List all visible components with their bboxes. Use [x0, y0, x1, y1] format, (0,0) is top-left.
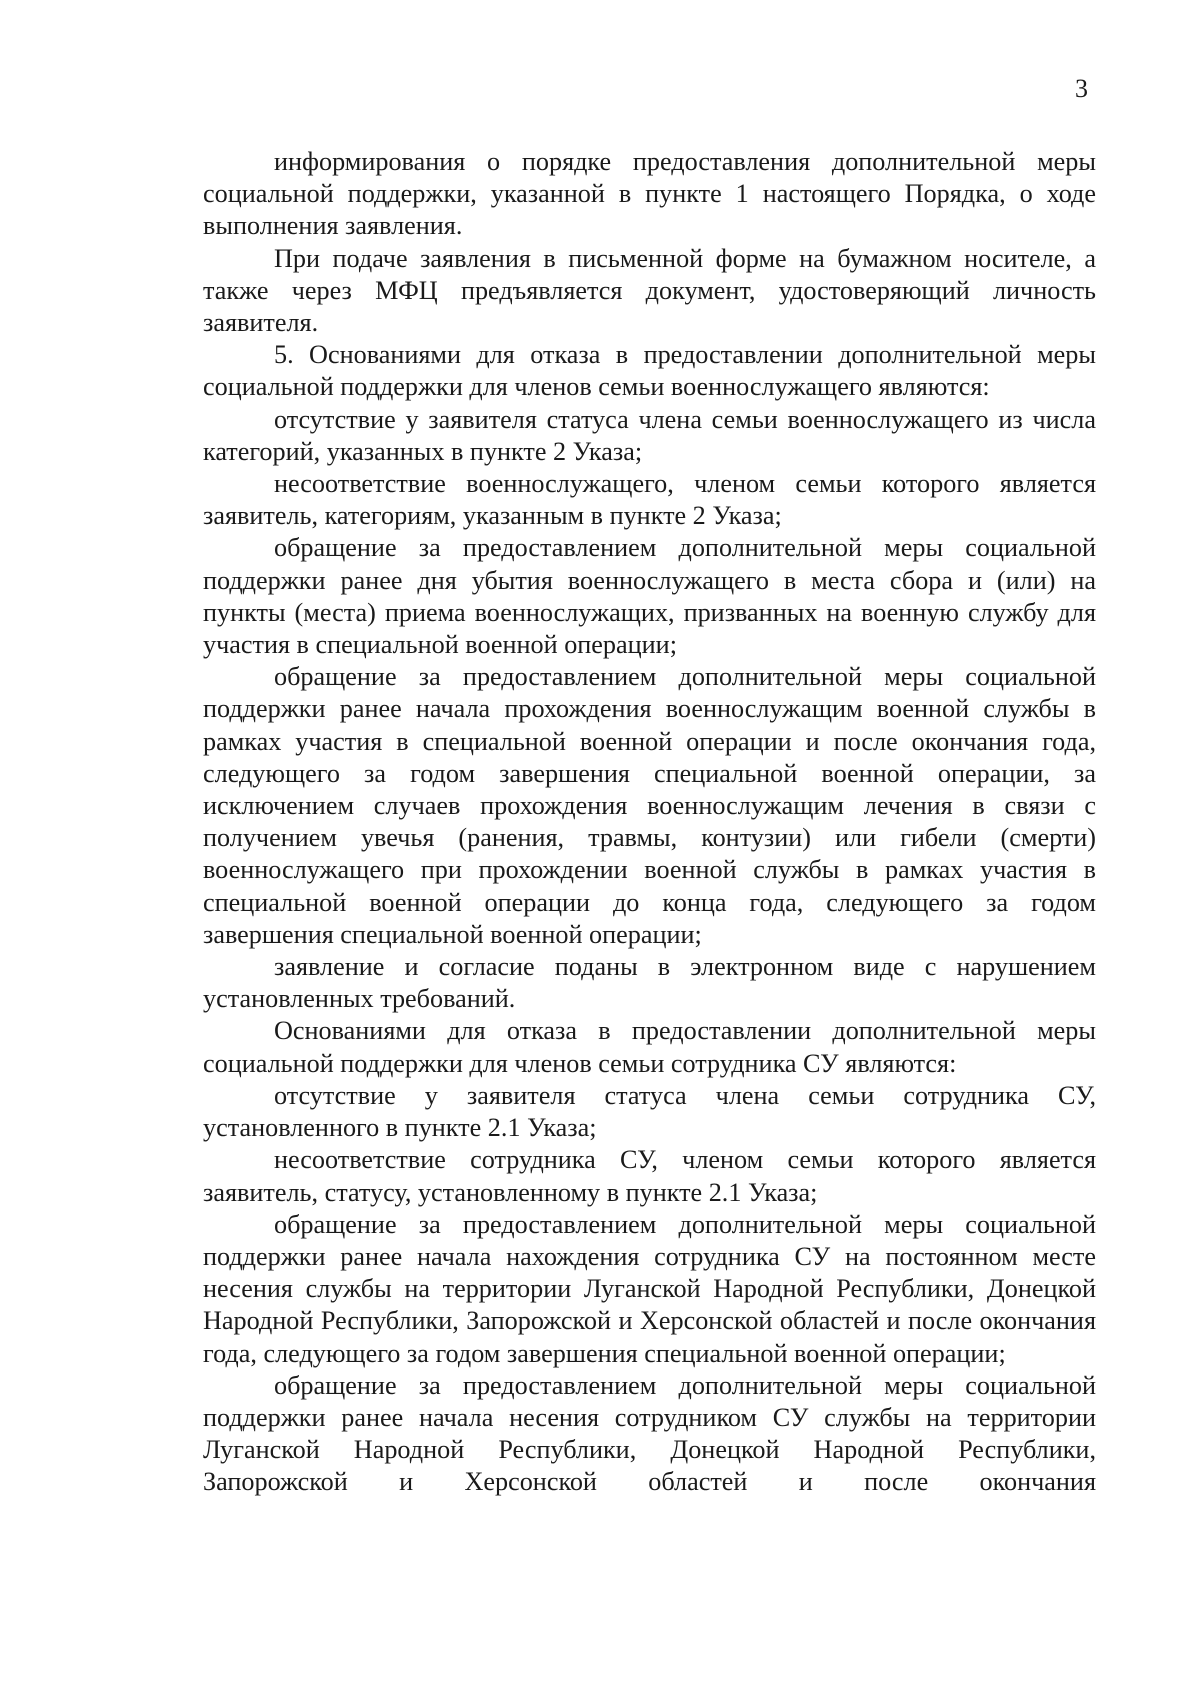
list-item-electronic-violation: заявление и согласие поданы в электронном виде с нарушением установленных требований. — [203, 952, 1096, 1014]
paragraph-refusal-grounds-military: 5. Основаниями для отказа в предоставлении дополнительной меры социальной поддержки для членов семьи военнослужащего являются: — [203, 340, 1096, 402]
list-item-service-period: обращение за предоставлением дополнительной меры социальной поддержки ранее начала прохождения военнослужащим военной службы в рамках участия в специальной военной операции и после окончания года, следующего за годом завершения специальной военной операции, за исключением случаев прохождения военнослужащим лечения в связи с получением увечья (ранения, травмы, контузии) или гибели (смерти) военнослужащего при прохождении военной службы в рамках участия в специальной военной операции до конца года, следующего за годом завершения специальной военной операции; — [203, 662, 1096, 949]
paragraph-identity-document: При подаче заявления в письменной форме на бумажном носителе, а также через МФЦ предъявляется документ, удостоверяющий личность заявителя. — [203, 243, 1096, 338]
list-item-employee-status-mismatch: несоответствие сотрудника СУ, членом семьи которого является заявитель, статусу, установленному в пункте 2.1 Указа; — [203, 1145, 1096, 1207]
list-item-category-mismatch: несоответствие военнослужащего, членом семьи которого является заявитель, категориям, указанным в пункте 2 Указа; — [203, 469, 1096, 531]
paragraph-informing-order: информирования о порядке предоставления дополнительной меры социальной поддержки, указанной в пункте 1 настоящего Порядка, о ходе выполнения заявления. — [203, 147, 1096, 241]
list-item-employee-service-period: обращение за предоставлением дополнительной меры социальной поддержки ранее начала несения сотрудником СУ службы на территории Луганской Народной Республики, Донецкой Народной Республики, Запорожской и Херсонской областей и после окончания — [203, 1370, 1096, 1497]
list-item-early-application-departure: обращение за предоставлением дополнительной меры социальной поддержки ранее дня убытия военнослужащего в места сбора и (или) на пункты (места) приема военнослужащих, призванных на военную службу для участия в специальной военной операции; — [203, 533, 1096, 660]
list-item-no-family-status: отсутствие у заявителя статуса члена семьи военнослужащего из числа категорий, указанных в пункте 2 Указа; — [203, 404, 1096, 466]
page-number: 3 — [1075, 74, 1088, 103]
document-body — [203, 146, 1096, 1499]
list-item-employee-location-period: обращение за предоставлением дополнительной меры социальной поддержки ранее начала нахождения сотрудника СУ на постоянном месте несения службы на территории Луганской Народной Республики, Донецкой Народной Республики, Запорожской и Херсонской областей и после окончания года, следующего за годом завершения специальной военной операции; — [203, 1209, 1096, 1368]
paragraph-refusal-grounds-employee: Основаниями для отказа в предоставлении дополнительной меры социальной поддержки для членов семьи сотрудника СУ являются: — [203, 1016, 1096, 1078]
list-item-no-employee-family-status: отсутствие у заявителя статуса члена семьи сотрудника СУ, установленного в пункте 2.1 Указа; — [203, 1080, 1096, 1143]
